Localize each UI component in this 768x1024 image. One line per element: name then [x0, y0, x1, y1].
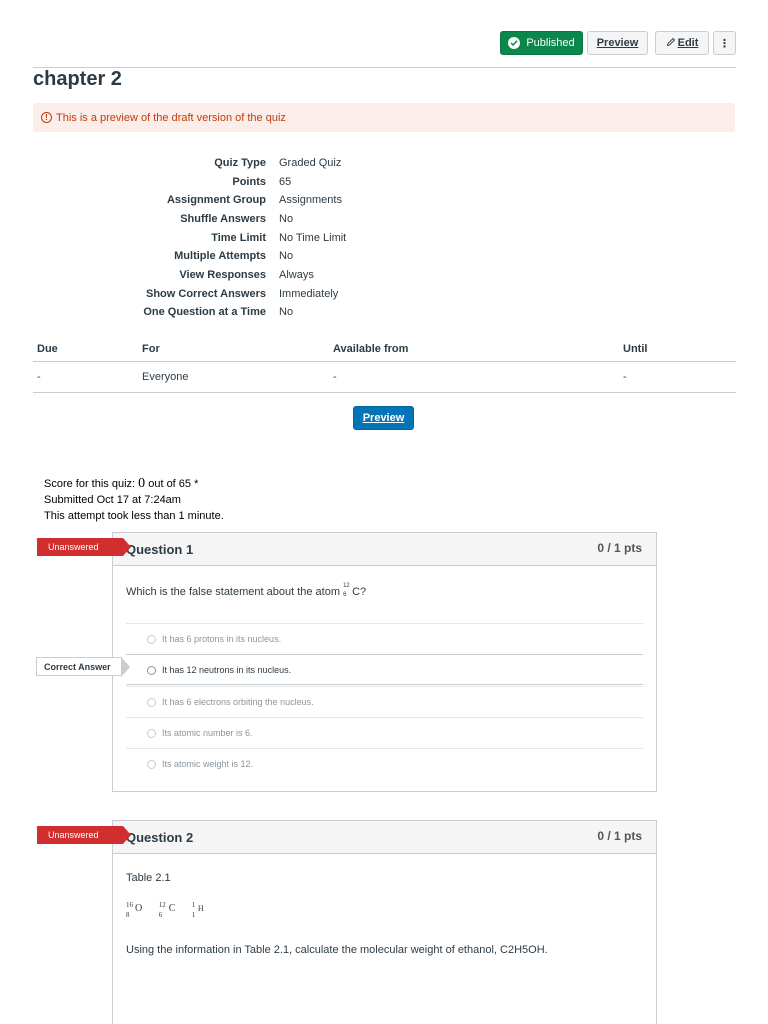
table-bottom-divider: [33, 392, 736, 393]
attempt-duration: This attempt took less than 1 minute.: [44, 510, 224, 522]
score-value: 0: [138, 476, 146, 491]
question-1-text: [126, 585, 366, 599]
detail-value-multiple-attempts: No: [279, 250, 294, 262]
question-2-text: Using the information in Table 2.1, calculate the molecular weight of ethanol, C2H5OH.: [126, 944, 548, 956]
question-1-text-start: Which is the false statement about the atom: [126, 585, 341, 598]
answer-label: It has 6 protons in its nucleus.: [162, 634, 282, 644]
question-1-header: [113, 533, 656, 566]
more-vertical-icon: ⋮: [719, 37, 730, 50]
column-header-for: For: [142, 343, 160, 355]
answer-option-5[interactable]: [126, 748, 643, 779]
detail-value-view-responses: Always: [279, 269, 314, 281]
edit-button[interactable]: [655, 31, 709, 55]
published-label: Published: [526, 37, 575, 49]
cell-available-from: -: [333, 371, 337, 383]
radio-button[interactable]: [147, 666, 156, 675]
edit-label: Edit: [677, 37, 699, 49]
published-button[interactable]: [500, 31, 583, 55]
more-options-button[interactable]: [713, 31, 736, 55]
answer-option-4[interactable]: [126, 717, 643, 748]
header-divider: [33, 67, 736, 68]
detail-label-points: Points: [232, 176, 266, 188]
question-2-points: 0 / 1 pts: [597, 829, 642, 843]
answer-label: It has 6 electrons orbiting the nucleus.: [162, 697, 314, 707]
isotope-table: [126, 901, 218, 919]
pencil-icon: [666, 37, 676, 50]
detail-value-assignment-group: Assignments: [279, 194, 342, 206]
isotope-mass: 1: [191, 901, 196, 909]
isotope-number: 8: [126, 911, 130, 919]
column-header-due: Due: [37, 343, 58, 355]
table-caption: Table 2.1: [126, 872, 171, 884]
isotope-symbol: H: [197, 904, 204, 913]
answer-label: Its atomic number is 6.: [162, 728, 253, 738]
detail-value-time-limit: No Time Limit: [279, 232, 347, 244]
score-suffix: out of 65 *: [148, 478, 199, 490]
detail-value-show-correct-answers: Immediately: [279, 288, 339, 300]
detail-label-multiple-attempts: Multiple Attempts: [174, 250, 266, 262]
question-2: [112, 820, 657, 1024]
warning-icon: !: [41, 112, 52, 123]
cell-for: Everyone: [142, 371, 189, 383]
score-summary: [44, 476, 198, 492]
table-header-divider: [33, 361, 736, 362]
cell-until: -: [623, 371, 627, 383]
unanswered-badge-q1: Unanswered: [37, 538, 123, 556]
cell-due: -: [37, 371, 41, 383]
detail-value-quiz-type: Graded Quiz: [279, 157, 342, 169]
check-circle-icon: [508, 37, 520, 49]
draft-preview-alert: [33, 103, 735, 132]
alert-text: This is a preview of the draft version of the quiz: [56, 111, 286, 124]
preview-button-top[interactable]: Preview: [587, 31, 648, 55]
radio-button[interactable]: [147, 729, 156, 738]
answer-option-3[interactable]: [126, 686, 643, 717]
correct-answer-badge: Correct Answer: [36, 657, 122, 676]
isotope-symbol: C: [168, 903, 176, 914]
detail-value-one-question-at-a-time: No: [279, 306, 294, 318]
question-1-title: Question 1: [126, 542, 194, 557]
column-header-available-from: Available from: [333, 343, 409, 355]
isotope-symbol: O: [135, 903, 143, 914]
question-1-points: 0 / 1 pts: [597, 541, 642, 555]
score-prefix: Score for this quiz:: [44, 478, 136, 490]
radio-button[interactable]: [147, 760, 156, 769]
isotope-number: 1: [191, 911, 196, 919]
isotope-mass: 12: [343, 583, 350, 589]
detail-label-view-responses: View Responses: [179, 269, 266, 281]
isotope-oxygen: [126, 901, 143, 919]
radio-button[interactable]: [147, 698, 156, 707]
isotope-mass: 12: [158, 901, 166, 909]
isotope-number: 6: [343, 592, 347, 598]
isotope-hydrogen: [191, 901, 204, 919]
question-1-text-end: ?: [360, 585, 367, 598]
question-2-title: Question 2: [126, 830, 194, 845]
column-header-until: Until: [623, 343, 648, 355]
preview-button[interactable]: Preview: [353, 406, 414, 430]
page-title: chapter 2: [33, 68, 122, 90]
question-2-header: [113, 821, 656, 854]
isotope-mass: 16: [126, 901, 133, 909]
isotope-carbon-12: [343, 585, 352, 599]
answer-label: It has 12 neutrons in its nucleus.: [162, 664, 292, 675]
unanswered-badge-q2: Unanswered: [37, 826, 123, 844]
isotope-number: 6: [158, 911, 163, 919]
detail-label-time-limit: Time Limit: [211, 232, 266, 244]
answer-option-1[interactable]: [126, 623, 643, 654]
radio-button[interactable]: [147, 635, 156, 644]
detail-label-show-correct-answers: Show Correct Answers: [145, 288, 266, 300]
submitted-time: Submitted Oct 17 at 7:24am: [44, 494, 181, 506]
detail-label-assignment-group: Assignment Group: [166, 194, 266, 206]
detail-label-shuffle-answers: Shuffle Answers: [180, 213, 266, 225]
detail-label-quiz-type: Quiz Type: [214, 157, 266, 169]
detail-value-points: 65: [279, 176, 292, 188]
isotope-carbon: [158, 901, 176, 919]
answer-option-2[interactable]: [126, 654, 643, 685]
detail-label-one-question-at-a-time: One Question at a Time: [143, 306, 266, 318]
detail-value-shuffle-answers: No: [279, 213, 294, 225]
isotope-symbol: C: [352, 585, 361, 598]
answer-label: Its atomic weight is 12.: [162, 759, 254, 769]
